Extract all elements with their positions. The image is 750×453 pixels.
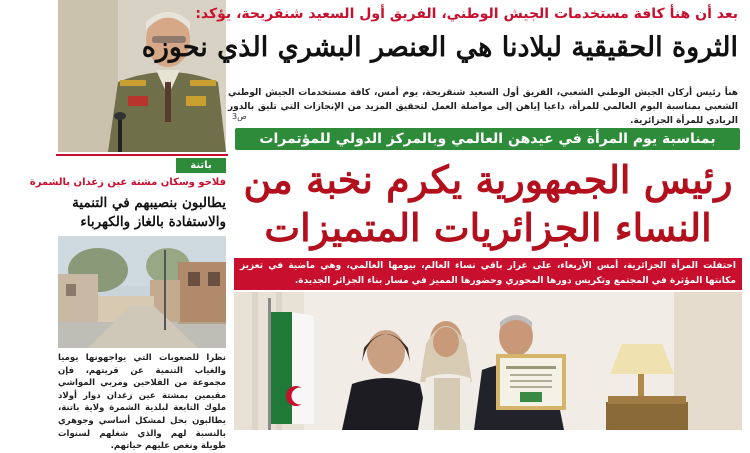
left-article-headline: يطالبون بنصيبهم في التنمية والاستفادة بالغاز والكهرباء [72,195,226,230]
main-headline [234,156,742,252]
street-photo [58,236,226,348]
left-article-body: نظرا للصعوبات التي يواجهونها يوميا والغياب التنمية عن قريتهم، فإن مجموعة من الفلاحين ومربي المواشي مقيمين بمشتة عين زغدان دوار أولاد ملوك التابعة لبلدية الشمرة ولاية باتنة، يطالبون بحل لمشكل أساسي وجوهري بالنسبة لهم والذي شغلهم لسنوات طويلة ونغص عليهم حياتهم. [58,353,226,452]
main-headline-line-2: النساء الجزائريات المتميزات [264,205,712,250]
section-tag: باتنة [176,158,226,173]
ceremony-photo [234,292,742,430]
main-headline-line-1: رئيس الجمهورية يكرم نخبة من [243,157,733,202]
column-rule [56,154,228,156]
top-article-headline: الثروة الحقيقية لبلادنا هي العنصر البشري الذي نحوزه [141,32,738,63]
left-article-kicker: فلاحو وسكان مشتة عين زغدان بالشمرة [29,177,226,188]
main-article-lead: احتفلت المرأة الجزائرية، أمس الأربعاء، على غرار باقي نساء العالم، بيومها العالمي، وهي ماضية في تعزيز مكانتها المؤثرة في المجتمع وتكريس دورها المحوري وحضورها المميز في مسار بناء الجزائر الجديدة. [234,258,742,290]
top-article-kicker: بعد أن هنأ كافة مستخدمات الجيش الوطني، الفريق أول السعيد شنقريحة، يؤكد: [195,6,738,22]
top-article-lead: هنأ رئيس أركان الجيش الوطني الشعبي، الفريق أول السعيد شنقريحة، يوم أمس، كافة مستخدمات الجيش الوطني الشعبي بمناسبة اليوم العالمي للمرأة، داعيا إياهن إلى مواصلة العمل لتحقيق المزيد من الإنجازات التي تليق بالدور الريادي للمرأة الجزائرية. [228,88,738,126]
green-banner: بمناسبة يوم المرأة في عيدهن العالمي وبالمركز الدولي للمؤتمرات [235,128,740,150]
page-reference: ص3 [232,112,247,121]
